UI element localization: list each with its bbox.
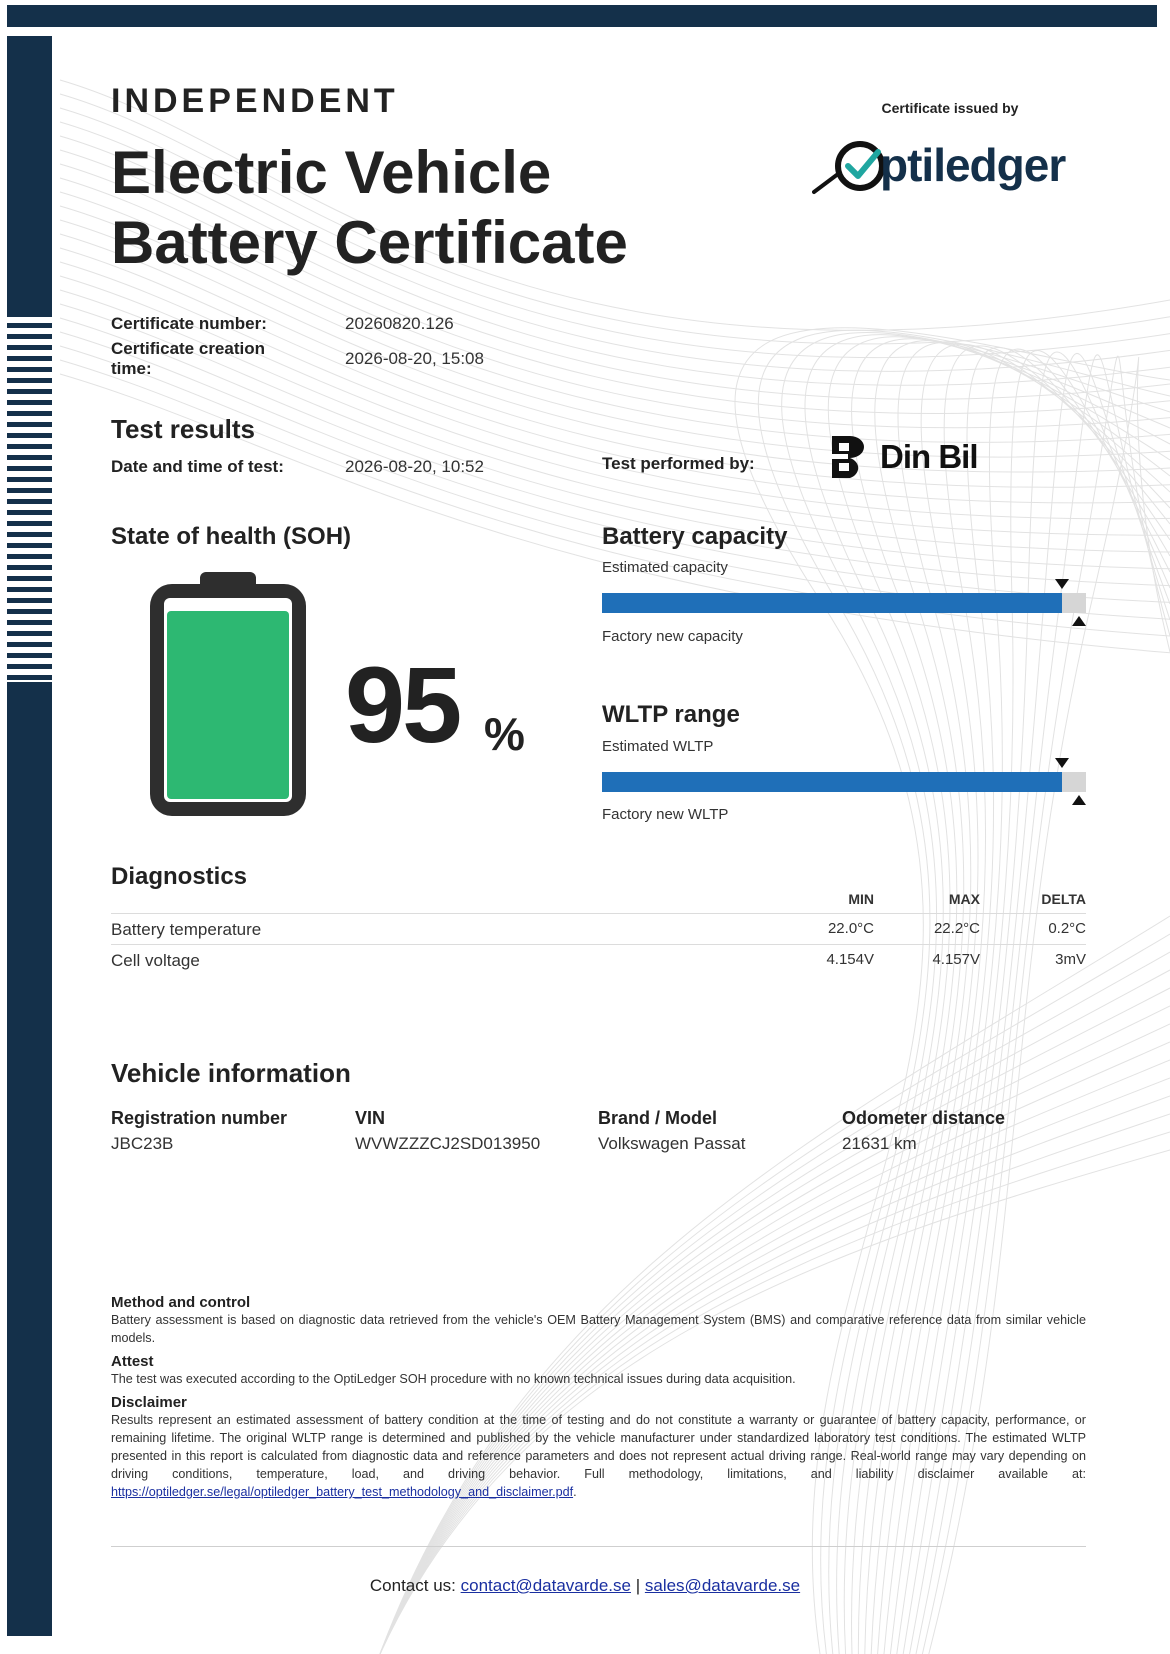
footer-notes <box>111 1294 1086 1501</box>
diag-row-max: 22.2°C <box>933 920 980 937</box>
estimated-wltp-marker-icon <box>1055 758 1069 768</box>
factory-capacity-marker-icon <box>1072 616 1086 626</box>
wltp-bar <box>602 772 1086 792</box>
vehicle-field-label: Odometer distance <box>842 1108 1006 1128</box>
soh-unit: % <box>484 708 525 760</box>
diag-col-delta: DELTA <box>1041 891 1086 907</box>
battery-inner <box>164 598 292 802</box>
contact-line <box>0 1576 1170 1596</box>
method-heading: Method and control <box>111 1294 251 1311</box>
battery-icon <box>150 570 306 816</box>
sales-email-link[interactable]: sales@datavarde.se <box>644 1576 801 1595</box>
factory-wltp-label: Factory new WLTP <box>602 806 729 823</box>
soh-heading: State of health (SOH) <box>111 523 352 550</box>
soh-value: 95 <box>345 644 460 765</box>
attest-heading: Attest <box>111 1353 154 1370</box>
creation-label-line-2: time: <box>111 359 152 378</box>
optiledger-logo <box>812 138 1082 198</box>
disclaimer-text: Results represent an estimated assessment of battery condition at the time of testing and do not constitute a warranty or guarantee of battery capacity, performance, or remaining lifetime. The original WLTP range is determined and published by the vehicle manufacturer under standardized laboratory test conditions. The estimated WLTP presented in this report is calculated from diagnostic data and reference parameters and does not represent actual driving range. Real-world range may vary depending on driving conditions, temperature, load, and driving behavior. Full methodology, limitations, and liability disclaimer available at: <box>111 1413 1086 1481</box>
issuer-logo-text: ptiledger <box>880 139 1066 191</box>
factory-wltp-marker-icon <box>1072 795 1086 805</box>
estimated-capacity-label: Estimated capacity <box>602 559 728 576</box>
vehicle-field-value: WVWZZZCJ2SD013950 <box>355 1134 541 1153</box>
certificate-number-label: Certificate number: <box>111 314 267 333</box>
certificate-number-value: 20260820.126 <box>345 314 454 333</box>
diag-row-label: Battery temperature <box>111 920 262 939</box>
diag-row-label: Cell voltage <box>111 951 200 970</box>
vehicle-field-registration <box>111 1108 287 1154</box>
vehicle-field-vin <box>355 1108 540 1154</box>
capacity-bar <box>602 593 1086 613</box>
disclaimer-end: . <box>573 1485 577 1499</box>
certificate-creation-value: 2026-08-20, 15:08 <box>345 349 484 368</box>
disclaimer-heading: Disclaimer <box>111 1394 187 1411</box>
vehicle-field-label: VIN <box>355 1108 386 1128</box>
vehicle-field-brand-model <box>598 1108 745 1154</box>
certificate-creation-label <box>111 339 265 379</box>
diag-row-delta: 0.2°C <box>1048 920 1086 937</box>
diag-row-min: 22.0°C <box>827 920 874 937</box>
vehicle-field-odometer <box>842 1108 1005 1154</box>
method-text: Battery assessment is based on diagnostic data retrieved from the vehicle's OEM Battery Management System (BMS) and comparative reference data from similar vehicle models. <box>111 1313 1086 1345</box>
disclaimer-link[interactable]: https://optiledger.se/legal/optiledger_battery_test_methodology_and_disclaimer.pdf <box>111 1485 574 1499</box>
side-border-bar <box>7 36 52 1636</box>
diagnostics-heading: Diagnostics <box>111 863 248 890</box>
estimated-capacity-marker-icon <box>1055 579 1069 589</box>
diag-row-delta: 3mV <box>1055 951 1086 968</box>
diag-col-min: MIN <box>848 891 874 907</box>
vehicle-field-value: 21631 km <box>842 1134 917 1153</box>
footer-divider <box>111 1546 1086 1547</box>
test-date-value: 2026-08-20, 10:52 <box>345 457 484 476</box>
vehicle-field-label: Registration number <box>111 1108 288 1128</box>
diag-row-min: 4.154V <box>826 951 874 968</box>
diag-row-max: 4.157V <box>932 951 980 968</box>
diag-col-max: MAX <box>948 891 980 907</box>
title-line-1: Electric Vehicle <box>111 139 552 206</box>
wltp-heading: WLTP range <box>602 701 740 728</box>
test-results-heading: Test results <box>111 414 256 444</box>
din-bil-mark-icon <box>830 434 866 480</box>
din-bil-logo-text: Din Bil <box>880 438 978 475</box>
diag-row-divider <box>111 944 1086 945</box>
test-date-label: Date and time of test: <box>111 457 284 476</box>
vehicle-field-value: JBC23B <box>111 1134 174 1153</box>
contact-label: Contact us: <box>369 1576 456 1595</box>
diag-divider <box>111 913 1086 914</box>
vehicle-field-value: Volkswagen Passat <box>598 1134 746 1153</box>
page-title <box>111 138 628 278</box>
table-row <box>111 949 1086 979</box>
title-line-2: Battery Certificate <box>111 209 628 276</box>
side-stripe-pattern <box>7 312 52 682</box>
top-border-bar <box>7 5 1157 27</box>
vehicle-info-heading: Vehicle information <box>111 1058 351 1088</box>
contact-email-link[interactable]: contact@datavarde.se <box>460 1576 631 1595</box>
eyebrow-text: INDEPENDENT <box>111 82 399 120</box>
wltp-bar-fill <box>602 772 1062 792</box>
test-performed-by-label: Test performed by: <box>602 454 755 473</box>
creation-label-line-1: Certificate creation <box>111 339 265 358</box>
capacity-bar-fill <box>602 593 1062 613</box>
disclaimer-paragraph <box>111 1411 1086 1501</box>
issued-by-label: Certificate issued by <box>881 100 1019 116</box>
din-bil-logo <box>830 434 990 480</box>
vehicle-field-label: Brand / Model <box>598 1108 718 1128</box>
battery-capacity-heading: Battery capacity <box>602 523 788 550</box>
estimated-wltp-label: Estimated WLTP <box>602 738 714 755</box>
factory-capacity-label: Factory new capacity <box>602 628 743 645</box>
contact-separator: | <box>635 1576 641 1595</box>
battery-fill <box>167 611 289 799</box>
attest-text: The test was executed according to the OptiLedger SOH procedure with no known technical issues during data acquisition. <box>111 1372 796 1386</box>
